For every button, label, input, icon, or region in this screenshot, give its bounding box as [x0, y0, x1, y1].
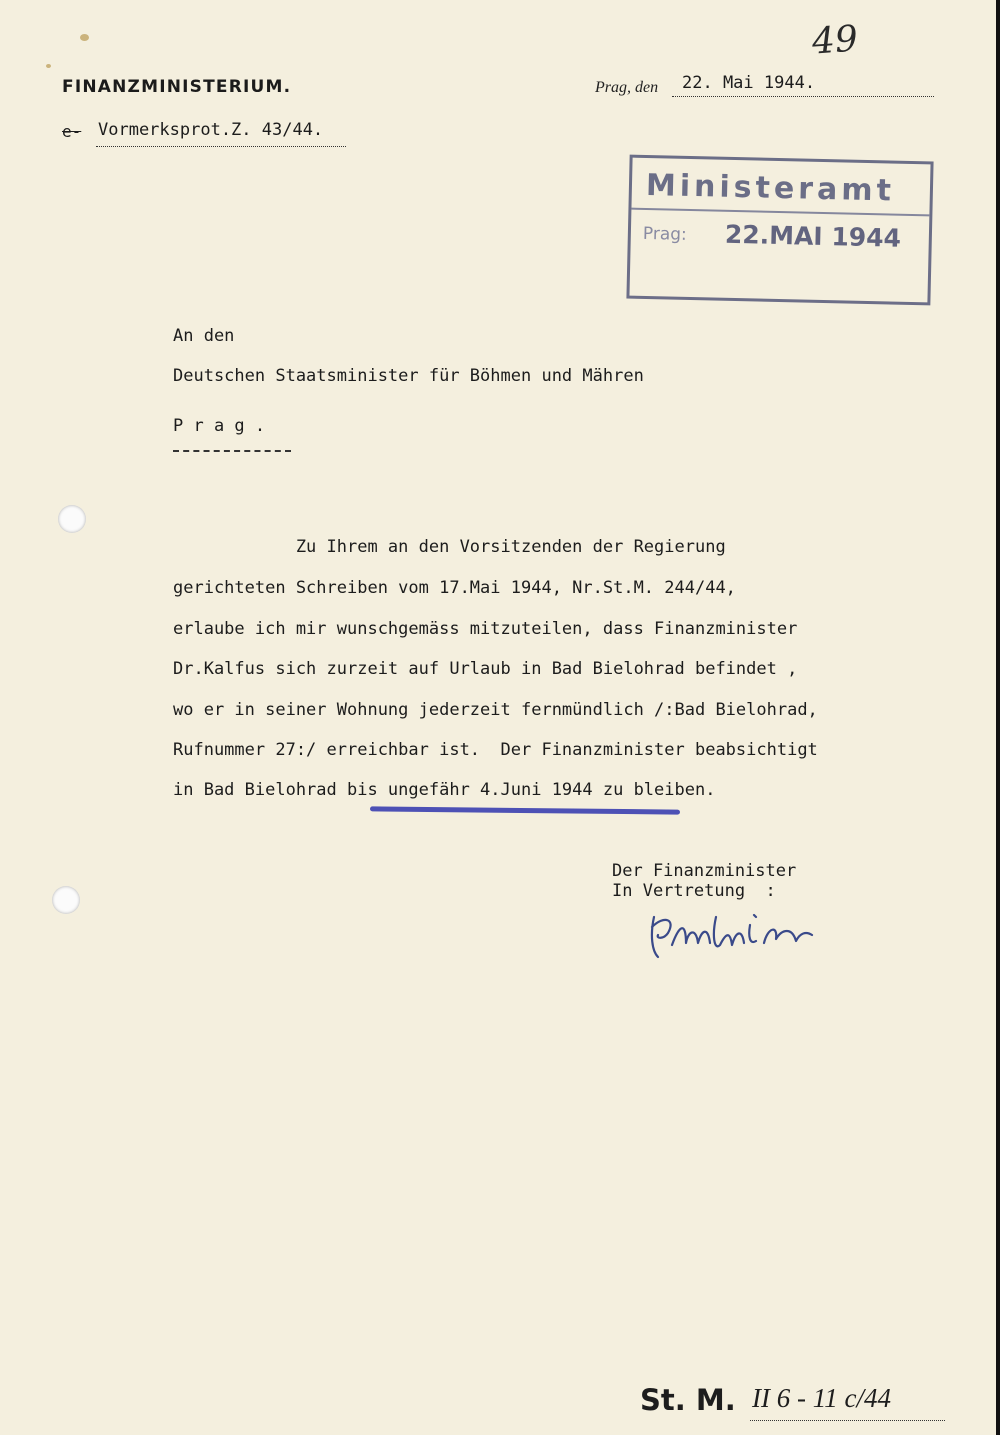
- dateline-place: Prag, den: [595, 79, 659, 96]
- body-line-1: Zu Ihrem an den Vorsitzenden der Regierung: [173, 537, 726, 557]
- stamp-divider: [631, 208, 929, 217]
- body-line-7: in Bad Bielohrad bis ungefähr 4.Juni 1944 zu bleiben.: [173, 780, 716, 800]
- archive-mark-printed: St. M.: [640, 1383, 736, 1417]
- body-line-4: Dr.Kalfus sich zurzeit auf Urlaub in Bad Bielohrad befindet ,: [173, 659, 798, 679]
- letterhead: FINANZMINISTERIUM.: [62, 77, 292, 97]
- punch-hole: [52, 886, 80, 914]
- page-edge: [996, 0, 1000, 1435]
- ink-underline: [370, 806, 680, 814]
- stamp-place: Prag:: [642, 223, 687, 245]
- reference-number: Vormerksprot.Z. 43/44.: [98, 120, 324, 140]
- addressee-line-1: An den: [173, 326, 235, 346]
- body-line-3: erlaube ich mir wunschgemäss mitzuteilen, dass Finanzminister: [173, 619, 798, 639]
- body-line-5: wo er in seiner Wohnung jederzeit fernmündlich /:Bad Bielohrad,: [173, 700, 818, 720]
- closing-line-1: Der Finanzminister: [612, 861, 797, 881]
- stain-mark: [80, 34, 89, 41]
- body-line-6: Rufnummer 27:/ erreichbar ist. Der Finanzminister beabsichtigt: [173, 740, 818, 760]
- stain-mark: [46, 64, 51, 68]
- reference-dotted-line: [96, 146, 346, 147]
- addressee-city: P r a g .: [173, 416, 266, 436]
- body-line-2: gerichteten Schreiben vom 17.Mai 1944, Nr.St.M. 244/44,: [173, 578, 736, 598]
- stamp-title: Ministeramt: [645, 167, 896, 209]
- ministeramt-stamp: [626, 155, 933, 306]
- closing-line-2: In Vertretung :: [612, 881, 776, 901]
- folio-number: 49: [810, 18, 860, 63]
- archive-mark-dotted-line: [750, 1420, 945, 1421]
- archive-mark-handwritten: II 6 - 11 c/44: [752, 1383, 891, 1413]
- struck-reference-prefix: e-: [62, 122, 82, 141]
- addressee-city-underline: [173, 450, 291, 452]
- addressee-line-2: Deutschen Staatsminister für Böhmen und Mähren: [173, 366, 644, 386]
- punch-hole: [58, 505, 86, 533]
- handwritten-signature: [646, 905, 816, 965]
- stamp-date: 22.MAI 1944: [724, 219, 902, 253]
- dateline-dotted-line: [672, 96, 934, 97]
- dateline-date: 22. Mai 1944.: [682, 73, 816, 93]
